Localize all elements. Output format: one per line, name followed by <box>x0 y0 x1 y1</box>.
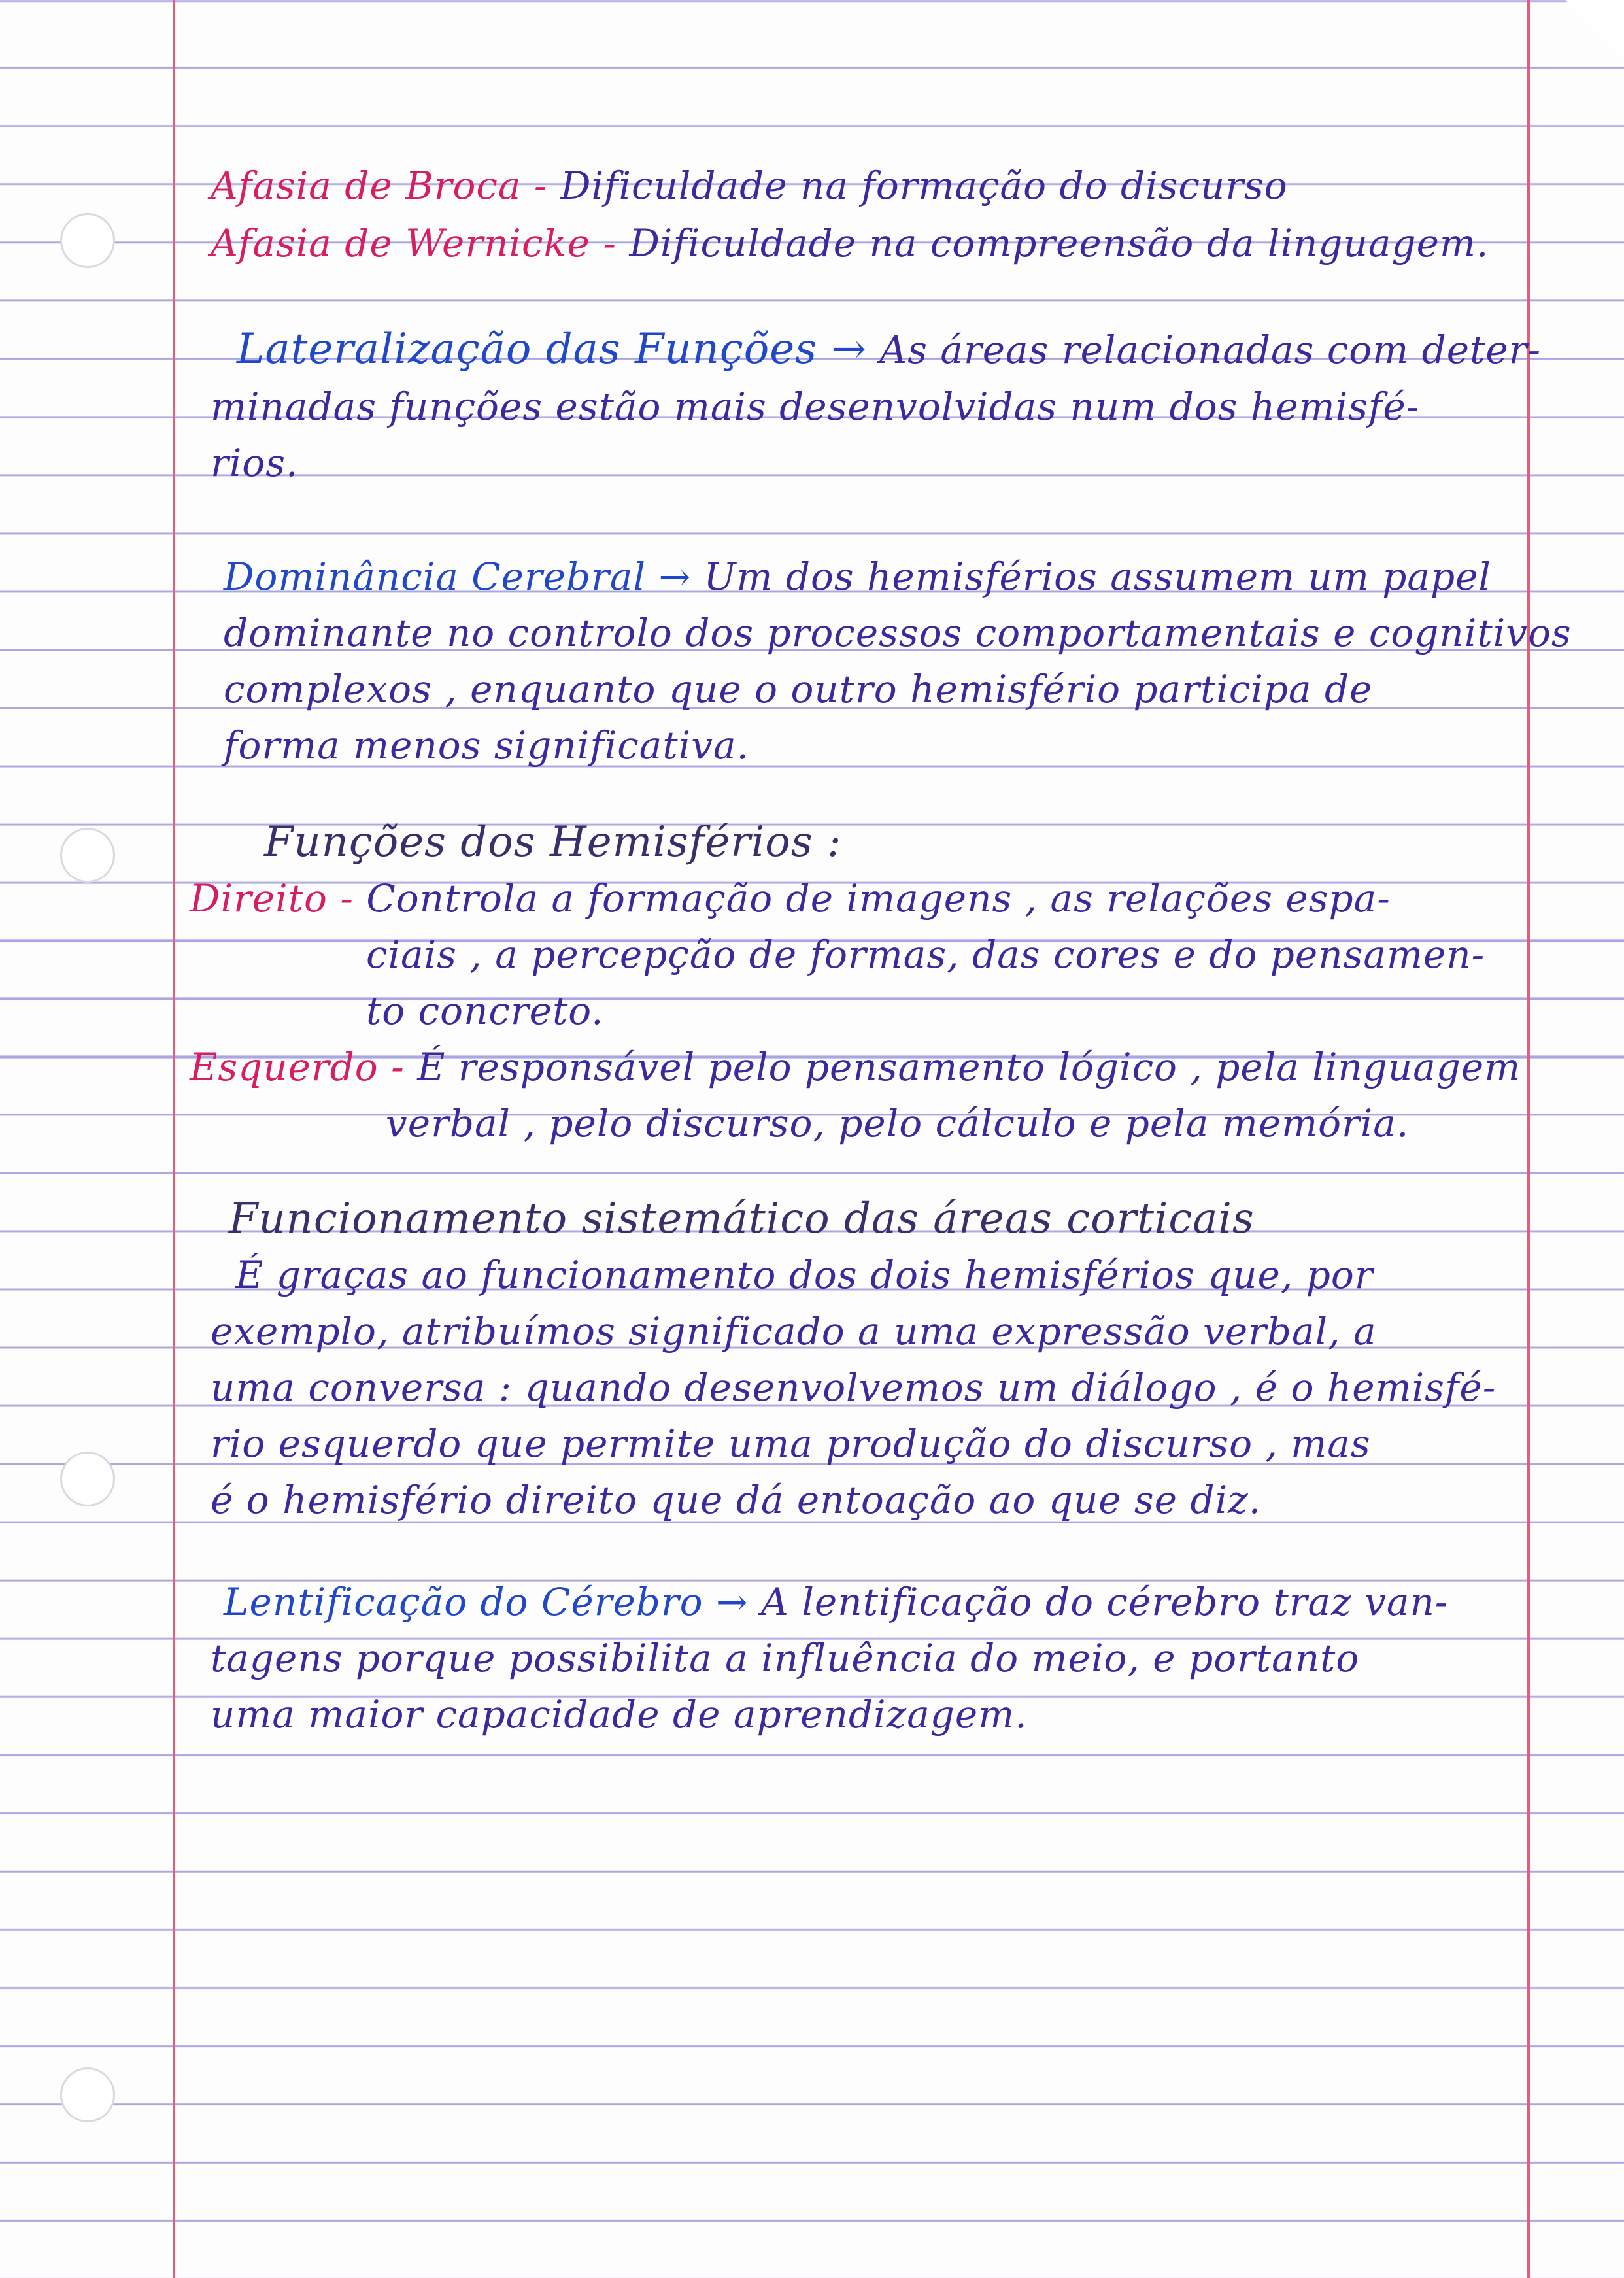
term-broca: Afasia de Broca - <box>211 163 548 208</box>
note-line: to concreto. <box>366 989 604 1033</box>
note-line <box>190 1038 1523 1096</box>
note-line: rio esquerdo que permite uma produção do discurso , mas <box>211 1421 1371 1466</box>
note-line: complexos , enquanto que o outro hemisfério participa de <box>224 667 1373 711</box>
note-line: minadas funções estão mais desenvolvidas num dos hemisfé- <box>211 384 1420 429</box>
binder-hole <box>60 213 115 268</box>
note-text: As áreas relacionadas com deter- <box>879 328 1542 372</box>
page-corner <box>1565 0 1624 59</box>
heading-dominancia: Dominância Cerebral → <box>224 554 692 599</box>
note-text: A lentificação do cérebro traz van- <box>761 1580 1449 1624</box>
definition-wernicke: Dificuldade na compreensão da linguagem. <box>629 221 1489 265</box>
left-margin-line <box>173 0 175 2278</box>
note-line: ciais , a percepção de formas, das cores e do pensamen- <box>366 932 1485 977</box>
note-line: forma menos significativa. <box>224 723 749 768</box>
note-line <box>211 214 1544 272</box>
note-line <box>211 157 1544 214</box>
note-line: uma maior capacidade de aprendizagem. <box>211 1692 1028 1737</box>
note-line <box>190 870 1523 927</box>
note-line: rios. <box>211 441 299 485</box>
binder-hole <box>60 1452 115 1506</box>
note-line: uma conversa : quando desenvolvemos um diálogo , é o hemisfé- <box>211 1365 1497 1410</box>
note-line: exemplo, atribuímos significado a uma expressão verbal, a <box>211 1309 1377 1353</box>
label-direito: Direito - <box>190 876 354 921</box>
note-text: Um dos hemisférios assumem um papel <box>703 554 1491 599</box>
note-text: Controla a formação de imagens , as relações espa- <box>366 876 1391 921</box>
heading-lateralizacao: Lateralização das Funções → <box>237 325 867 373</box>
note-line <box>211 1573 1544 1631</box>
definition-broca: Dificuldade na formação do discurso <box>560 163 1288 208</box>
note-line: tagens porque possibilita a influência do meio, e portanto <box>211 1636 1360 1680</box>
note-line <box>211 548 1544 605</box>
binder-hole <box>60 828 115 883</box>
note-text: É responsável pelo pensamento lógico , pela linguagem <box>417 1045 1521 1089</box>
heading-lentificacao: Lentificação do Cérebro → <box>224 1580 749 1624</box>
note-line: é o hemisfério direito que dá entoação ao que se diz. <box>211 1478 1262 1522</box>
term-wernicke: Afasia de Wernicke - <box>211 221 617 265</box>
note-line: É graças ao funcionamento dos dois hemisférios que, por <box>235 1253 1374 1297</box>
note-line <box>211 320 1544 378</box>
heading-funcionamento: Funcionamento sistemático das áreas corticais <box>229 1195 1255 1243</box>
note-line: verbal , pelo discurso, pelo cálculo e pela memória. <box>386 1101 1410 1146</box>
heading-funcoes-hemisferios: Funções dos Hemisférios : <box>264 818 842 866</box>
label-esquerdo: Esquerdo - <box>190 1045 405 1089</box>
note-line: dominante no controlo dos processos comportamentais e cognitivos <box>224 611 1572 655</box>
binder-hole <box>60 2067 115 2122</box>
